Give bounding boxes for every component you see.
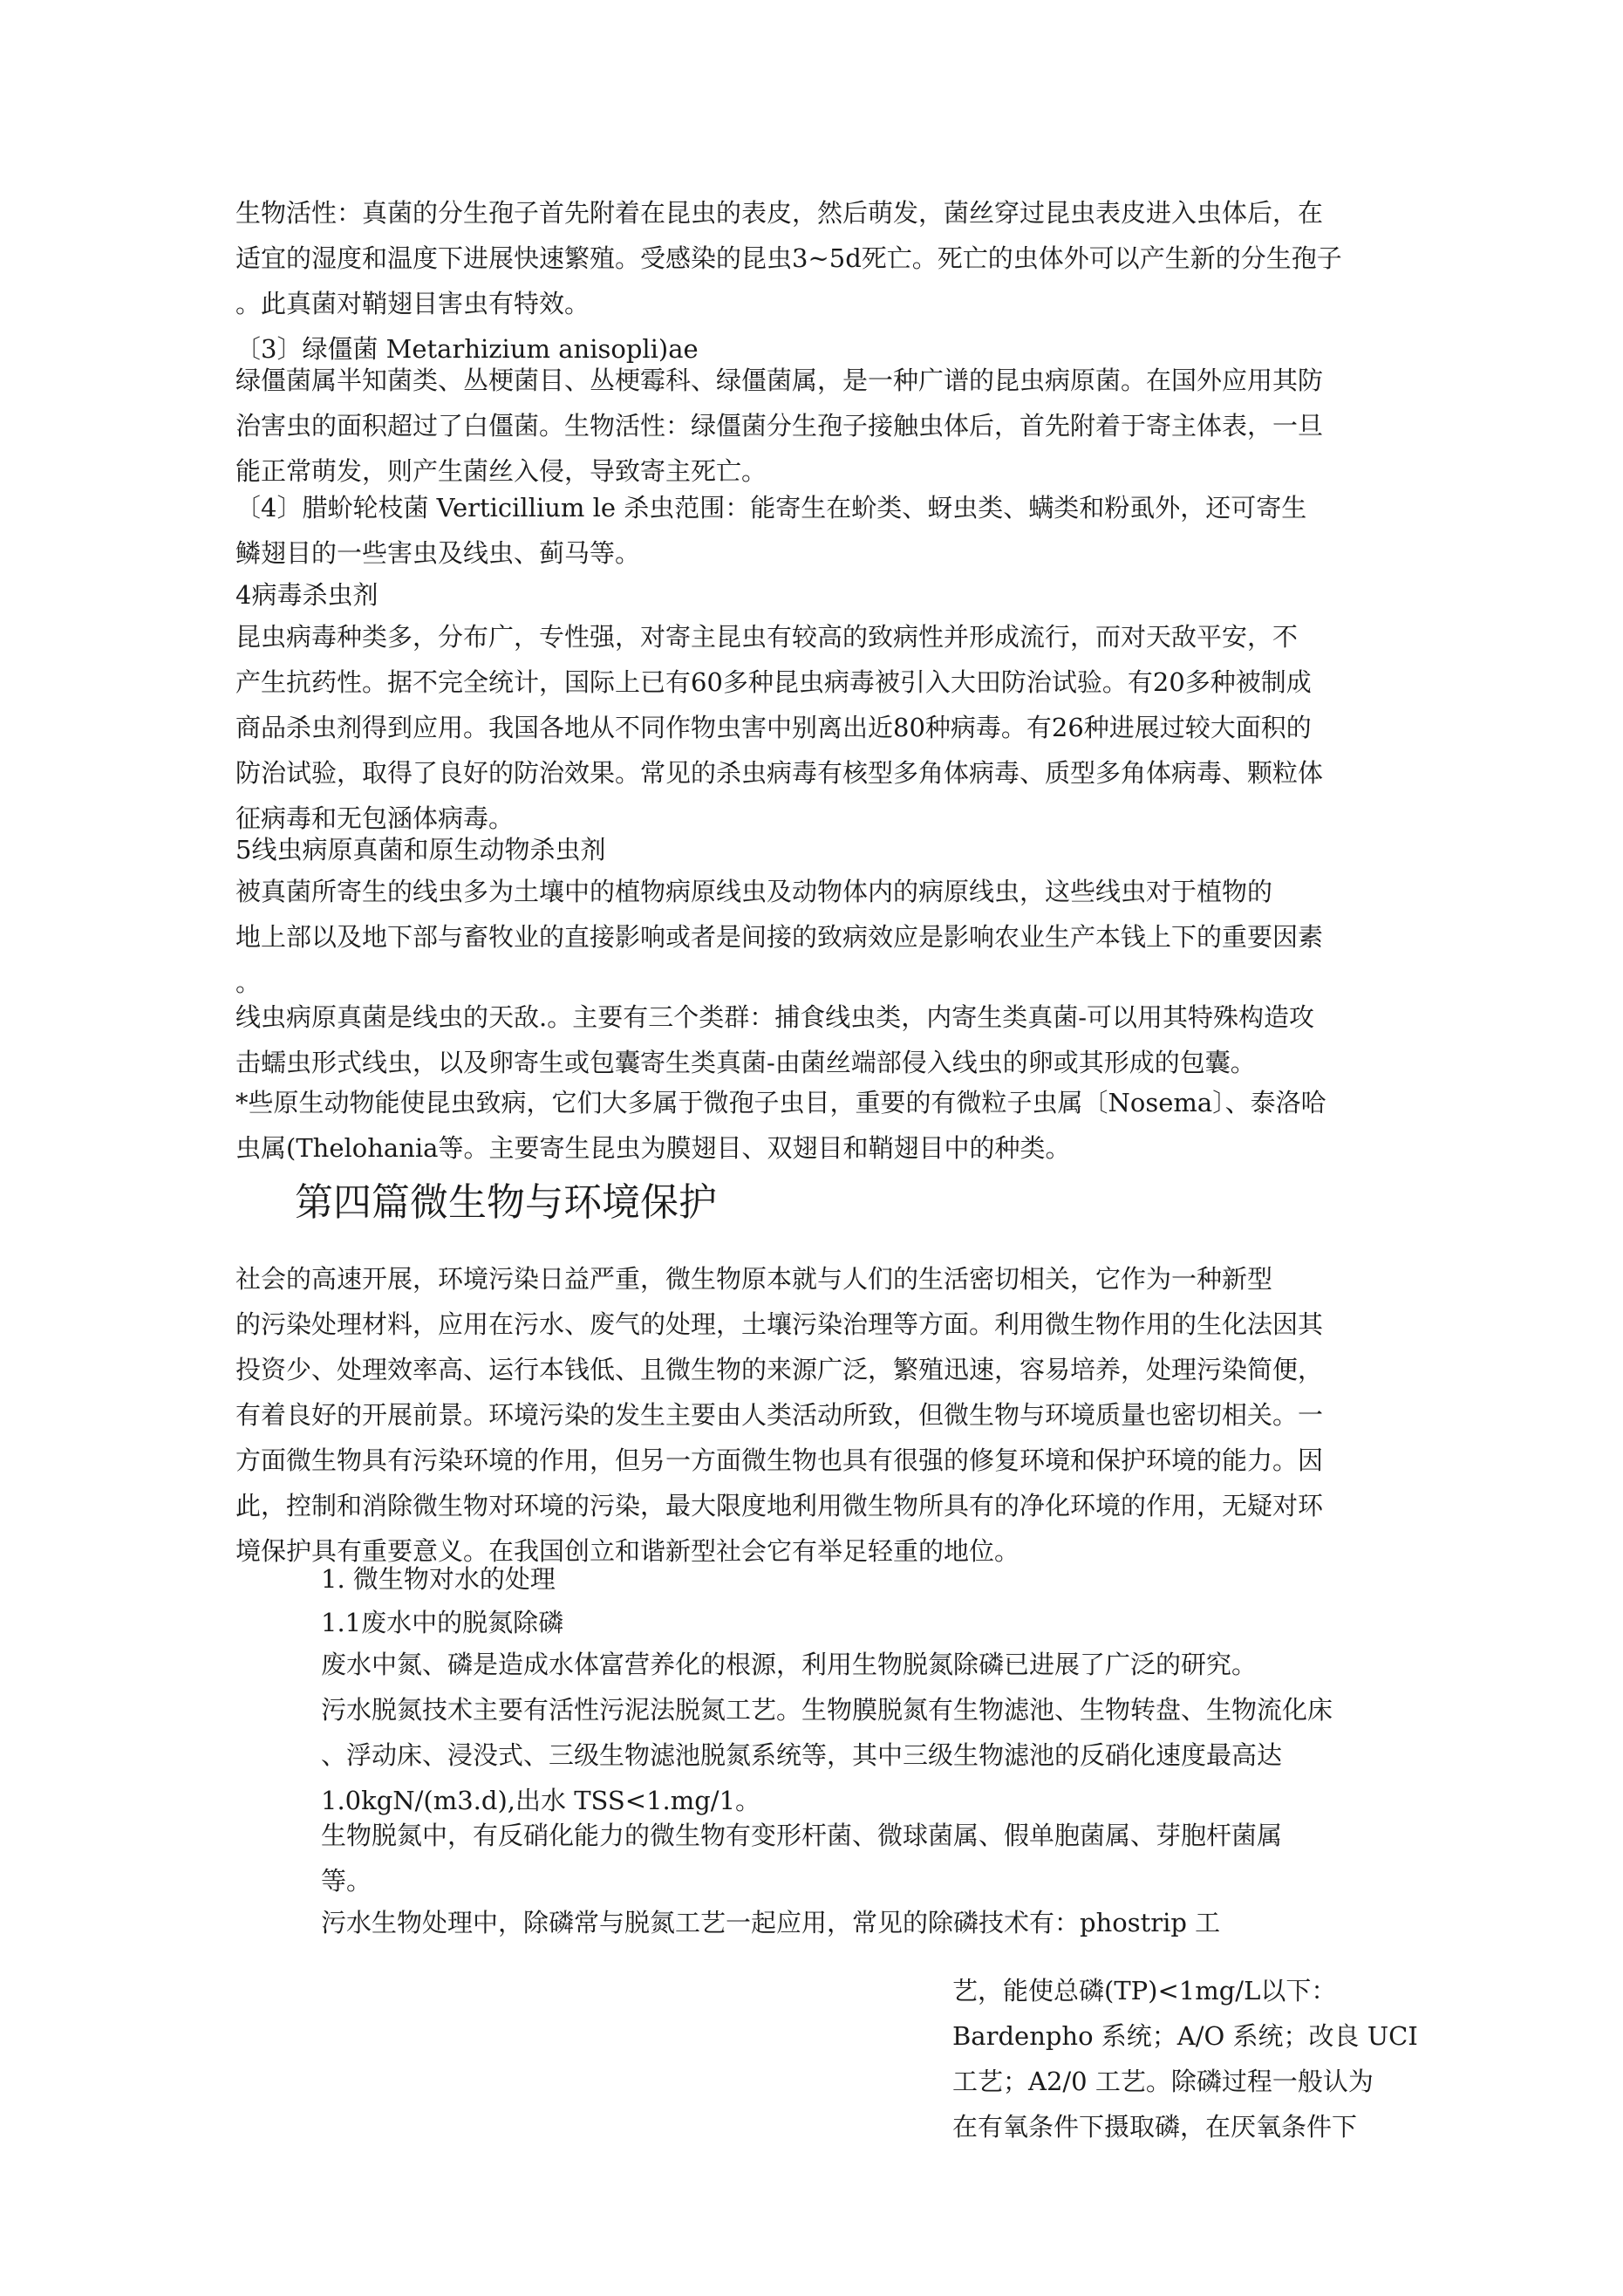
- text-line: 线虫病原真菌是线虫的天敌.。主要有三个类群：捕食线虫类，内寄生类真菌-可以用其特殊构造攻: [235, 1002, 1315, 1032]
- text-line: 虫属(Thelohania等。主要寄生昆虫为膜翅目、双翅目和鞘翅目中的种类。: [235, 1133, 1071, 1163]
- text-line: 1.1废水中的脱氮除磷: [321, 1608, 564, 1637]
- text-line: 商品杀虫剂得到应用。我国各地从不同作物虫害中别离出近80种病毒。有26种进展过较大面积的: [235, 713, 1312, 742]
- text-line: 征病毒和无包涵体病毒。: [235, 803, 515, 833]
- text-line: 治害虫的面积超过了白僵菌。生物活性：绿僵菌分生孢子接触虫体后，首先附着于寄主体表，一旦: [235, 411, 1324, 441]
- text-line: 1.0kgN/(m3.d),出水 TSS<1.mg/1。: [321, 1786, 761, 1815]
- text-line: 、浮动床、浸没式、三级生物滤池脱氮系统等，其中三级生物滤池的反硝化速度最高达: [321, 1740, 1283, 1770]
- paragraph-metarhizium: [235, 358, 1404, 494]
- text-line: 〔4〕腊蚧轮枝菌 Verticillium le 杀虫范围：能寄生在蚧类、蚜虫类、螨类和粉虱外，还可寄生: [235, 493, 1307, 523]
- text-line: 适宜的湿度和温度下进展快速繁殖。受感染的昆虫3~5d死亡。死亡的虫体外可以产生新的分生孢子: [235, 243, 1342, 273]
- text-line: 境保护具有重要意义。在我国创立和谐新型社会它有举足轻重的地位。: [235, 1536, 1020, 1566]
- text-line: 被真菌所寄生的线虫多为土壤中的植物病原线虫及动物体内的病原线虫，这些线虫对于植物的: [235, 877, 1273, 906]
- text-line: 投资少、处理效率高、运行本钱低、且微生物的来源广泛，繁殖迅速，容易培养，处理污染简便，: [235, 1355, 1324, 1384]
- paragraph-virus: [235, 614, 1404, 841]
- section-heading-water: [321, 1556, 1404, 1602]
- text-line: 污水生物处理中，除磷常与脱氮工艺一起应用，常见的除磷技术有：phostrip 工: [321, 1908, 1221, 1937]
- text-line: 等。: [321, 1866, 372, 1896]
- text-line: 昆虫病毒种类多，分布广，专性强，对寄主昆虫有较高的致病性并形成流行，而对天敌平安，不: [235, 622, 1299, 652]
- section-heading-denitrification: [321, 1600, 1404, 1645]
- text-line: 有着良好的开展前景。环境污染的发生主要由人类活动所致，但微生物与环境质量也密切相关。一: [235, 1400, 1324, 1430]
- paragraph-denitrifying-microbes: [321, 1813, 1404, 1903]
- text-line: 方面微生物具有污染环境的作用，但另一方面微生物也具有很强的修复环境和保护环境的能力。因: [235, 1445, 1324, 1475]
- subheading-virus-insecticide: [235, 572, 1404, 618]
- paragraph-nematode: [235, 869, 1404, 1005]
- paragraph-nematode-fungi: [235, 994, 1404, 1085]
- paragraph-protozoa: [235, 1080, 1404, 1171]
- text-line: 绿僵菌属半知菌类、丛梗菌目、丛梗霉科、绿僵菌属，是一种广谱的昆虫病原菌。在国外应用其防: [235, 366, 1324, 395]
- side-note-continuation: [952, 1968, 1418, 2149]
- text-line: 产生抗药性。据不完全统计，国际上已有60多种昆虫病毒被引入大田防治试验。有20多种被制成: [235, 667, 1312, 697]
- text-line: *些原生动物能使昆虫致病，它们大多属于微孢子虫目，重要的有微粒子虫属〔Nosema〕、泰洛哈: [235, 1088, 1326, 1117]
- text-line: 防治试验，取得了良好的防治效果。常见的杀虫病毒有核型多角体病毒、质型多角体病毒、颗粒体: [235, 758, 1324, 788]
- text-line: 5线虫病原真菌和原生动物杀虫剂: [235, 835, 606, 864]
- text-line: Bardenpho 系统；A/O 系统；改良 UCI: [952, 2021, 1418, 2051]
- chapter-title: 第四篇微生物与环境保护: [295, 1180, 717, 1225]
- subheading-nematode: [235, 827, 1404, 872]
- text-line: 艺，能使总磷(TP)<1mg/L以下：: [952, 1976, 1337, 2006]
- text-line: 生物脱氮中，有反硝化能力的微生物有变形杆菌、微球菌属、假单胞菌属、芽胞杆菌属: [321, 1821, 1283, 1850]
- text-line: 。此真菌对鞘翅目害虫有特效。: [235, 289, 590, 318]
- text-line: 1. 微生物对水的处理: [321, 1564, 556, 1594]
- paragraph-bioactivity: [235, 190, 1404, 326]
- paragraph-verticillium: [235, 485, 1404, 576]
- text-line: 〔3〕绿僵菌 Metarhizium anisopli)ae: [235, 334, 699, 364]
- text-line: 击蠕虫形式线虫，以及卵寄生或包囊寄生类真菌-由菌丝端部侵入线虫的卵或其形成的包囊。: [235, 1048, 1256, 1077]
- text-line: 污水脱氮技术主要有活性污泥法脱氮工艺。生物膜脱氮有生物滤池、生物转盘、生物流化床: [321, 1695, 1333, 1725]
- text-line: 地上部以及地下部与畜牧业的直接影响或者是间接的致病效应是影响农业生产本钱上下的重要因素: [235, 922, 1324, 952]
- paragraph-denitrification: [321, 1642, 1404, 1823]
- text-line: 鳞翅目的一些害虫及线虫、蓟马等。: [235, 538, 641, 568]
- text-line: 的污染处理材料，应用在污水、废气的处理，土壤污染治理等方面。利用微生物作用的生化法因其: [235, 1309, 1324, 1339]
- text-line: 生物活性：真菌的分生孢子首先附着在昆虫的表皮，然后萌发，菌丝穿过昆虫表皮进入虫体后，在: [235, 198, 1324, 228]
- text-line: 。: [235, 967, 262, 997]
- text-line: 此，控制和消除微生物对环境的污染，最大限度地利用微生物所具有的净化环境的作用，无疑对环: [235, 1491, 1324, 1520]
- paragraph-phosphorus-removal: [321, 1900, 1404, 1945]
- paragraph-environment-intro: [235, 1256, 1404, 1574]
- text-line: 社会的高速开展，环境污染日益严重，微生物原本就与人们的生活密切相关，它作为一种新型: [235, 1264, 1273, 1294]
- text-line: 工艺；A2/0 工艺。除磷过程一般认为: [952, 2067, 1374, 2096]
- text-line: 能正常萌发，则产生菌丝入侵，导致寄主死亡。: [235, 456, 767, 486]
- text-line: 在有氧条件下摄取磷，在厌氧条件下: [952, 2112, 1358, 2142]
- text-line: 4病毒杀虫剂: [235, 580, 378, 610]
- text-line: 废水中氮、磷是造成水体富营养化的根源，利用生物脱氮除磷已进展了广泛的研究。: [321, 1650, 1258, 1679]
